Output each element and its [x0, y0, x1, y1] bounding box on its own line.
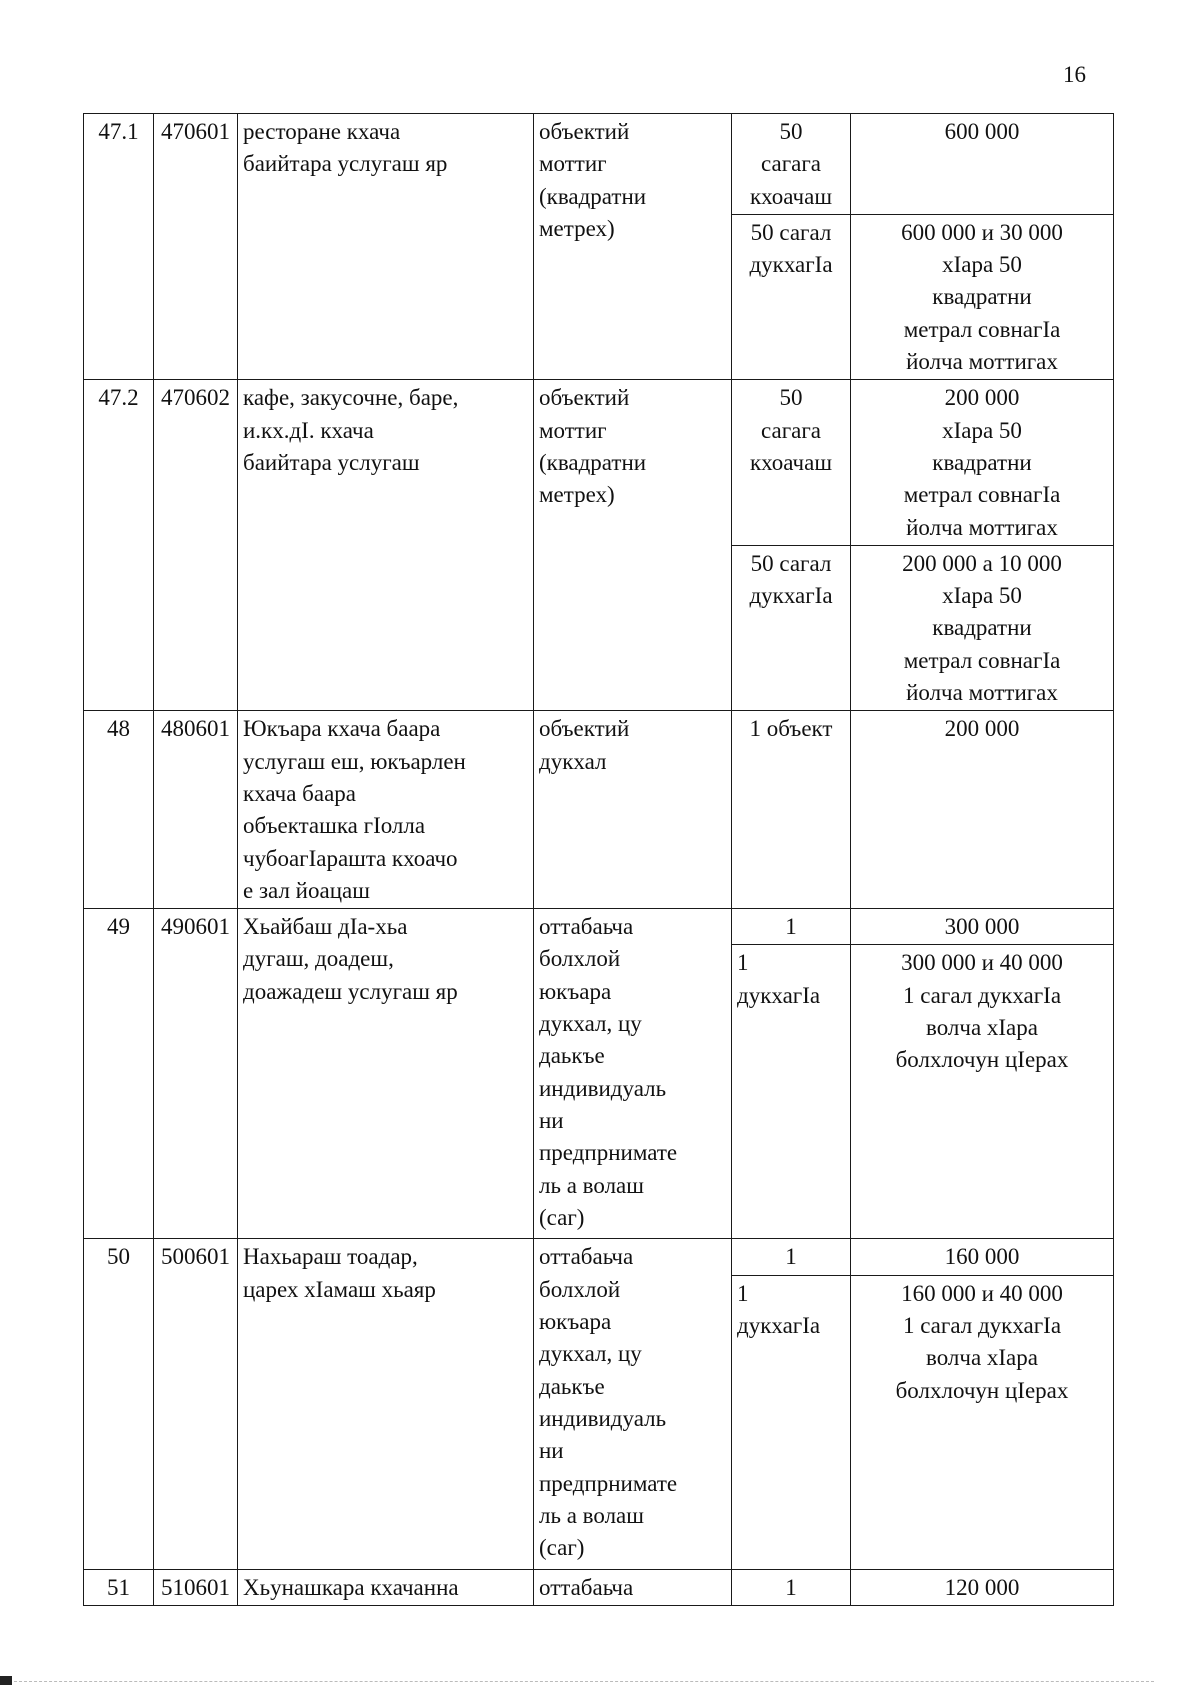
tier-rate: 200 000 хIара 50 квадратни метрал совнагIа йолча моттигах: [851, 380, 1114, 545]
tier-rate: 300 000 и 40 000 1 сагал дукхагIа волча хIара болхлочун цIерах: [851, 945, 1114, 1239]
service-description: кафе, закусочне, баре, и.кх.дI. кхача баийтара услугаш: [238, 380, 534, 711]
row-number: 50: [84, 1239, 154, 1569]
row-number: 47.2: [84, 380, 154, 711]
row-number: 51: [84, 1569, 154, 1605]
tier-range: 1 дукхагIа: [732, 945, 851, 1239]
table-row: [84, 114, 1114, 215]
row-number: 47.1: [84, 114, 154, 380]
scan-edge-mark: [0, 1676, 12, 1685]
tier-range: 1 дукхагIа: [732, 1275, 851, 1569]
row-number: 48: [84, 711, 154, 909]
tier-rate: 600 000: [851, 114, 1114, 215]
tier-rate: 160 000 и 40 000 1 сагал дукхагIа волча хIара болхлочун цIерах: [851, 1275, 1114, 1569]
scan-bottom-line: [14, 1681, 1154, 1682]
measurement-unit: объектий моттиг (квадратни метрех): [534, 380, 732, 711]
tier-range: 1: [732, 1569, 851, 1605]
row-number: 49: [84, 909, 154, 1239]
measurement-unit: объектий моттиг (квадратни метрех): [534, 114, 732, 380]
table-row: [84, 1239, 1114, 1275]
service-description: Хьайбаш дIа-хьа дугаш, доадеш, доажадеш услугаш яр: [238, 909, 534, 1239]
tier-rate: 600 000 и 30 000 хIара 50 квадратни метрал совнагIа йолча моттигах: [851, 214, 1114, 379]
service-description: Хьунашкара кхачанна: [238, 1569, 534, 1605]
tier-rate: 160 000: [851, 1239, 1114, 1275]
tariff-table: [83, 113, 1114, 1606]
tier-rate: 200 000: [851, 711, 1114, 909]
service-description: Нахьараш тоадар, царех хIамаш хьаяр: [238, 1239, 534, 1569]
activity-code: 490601: [154, 909, 238, 1239]
activity-code: 470601: [154, 114, 238, 380]
measurement-unit: объектий дукхал: [534, 711, 732, 909]
measurement-unit: оттабаьча болхлой юкъара дукхал, цу даькъе индивидуаль ни предпрнимате ль а волаш (саг): [534, 1239, 732, 1569]
activity-code: 510601: [154, 1569, 238, 1605]
service-description: Юкъара кхача баара услугаш еш, юкъарлен кхача баара объекташка гIолла чубоагIараштa кхоачо е зал йоацаш: [238, 711, 534, 909]
table-row: [84, 1569, 1114, 1605]
tier-range: 1 объект: [732, 711, 851, 909]
activity-code: 500601: [154, 1239, 238, 1569]
activity-code: 470602: [154, 380, 238, 711]
tier-rate: 300 000: [851, 909, 1114, 945]
tier-range: 50 сагага кхоачаш: [732, 114, 851, 215]
page-number: 16: [1063, 62, 1086, 87]
tier-range: 50 сагал дукхагIа: [732, 214, 851, 379]
measurement-unit: оттабаьча болхлой юкъара дукхал, цу даькъе индивидуаль ни предпрнимате ль а волаш (саг): [534, 909, 732, 1239]
measurement-unit: оттабаьча: [534, 1569, 732, 1605]
table-row: [84, 909, 1114, 945]
table-row: [84, 380, 1114, 545]
tier-rate: 200 000 а 10 000 хIара 50 квадратни метрал совнагIа йолча моттигах: [851, 545, 1114, 710]
tier-range: 50 сагал дукхагIа: [732, 545, 851, 710]
table-row: [84, 711, 1114, 909]
activity-code: 480601: [154, 711, 238, 909]
tier-range: 1: [732, 909, 851, 945]
tier-range: 1: [732, 1239, 851, 1275]
tier-rate: 120 000: [851, 1569, 1114, 1605]
service-description: ресторане кхача баийтара услугаш яр: [238, 114, 534, 380]
tier-range: 50 сагага кхоачаш: [732, 380, 851, 545]
